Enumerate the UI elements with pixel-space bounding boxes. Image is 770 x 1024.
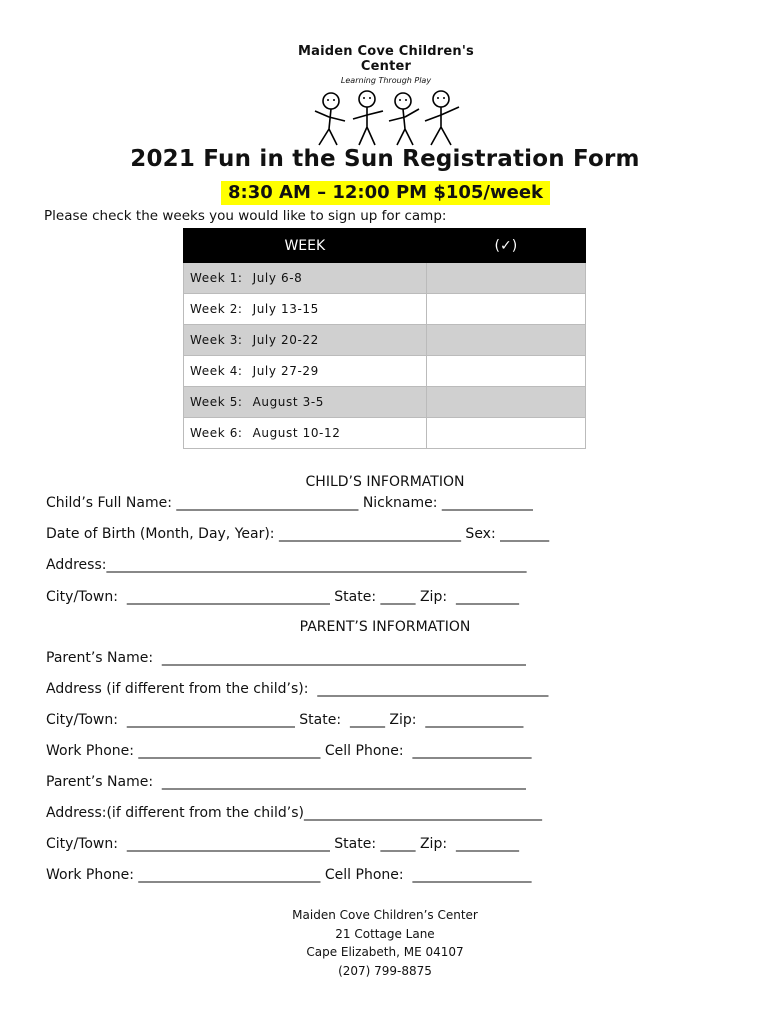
child-city-line[interactable]: City/Town: _____________________________ State: _____ Zip: _________ — [46, 589, 519, 605]
week-label — [184, 418, 427, 449]
table-row — [184, 418, 586, 449]
footer-address — [0, 906, 770, 980]
week-dates: August 10-12 — [252, 426, 341, 440]
week-dates: July 27-29 — [252, 364, 319, 378]
week-number: Week 2: — [190, 302, 243, 316]
parent-phone-line[interactable]: Work Phone: __________________________ Cell Phone: _________________ — [46, 743, 532, 759]
table-row — [184, 263, 586, 294]
instruction-text: Please check the weeks you would like to sign up for camp: — [44, 208, 447, 224]
week-checkbox-cell[interactable] — [426, 418, 585, 449]
week-number: Week 1: — [190, 271, 243, 285]
week-dates: July 13-15 — [252, 302, 319, 316]
child-name-line[interactable]: Child’s Full Name: __________________________ Nickname: _____________ — [46, 495, 533, 511]
week-dates: July 6-8 — [252, 271, 303, 285]
week-label — [184, 294, 427, 325]
footer-city: Cape Elizabeth, ME 04107 — [306, 945, 464, 959]
schedule-price: 8:30 AM – 12:00 PM $105/week — [221, 181, 550, 205]
parent-city-line[interactable]: City/Town: ________________________ State: _____ Zip: ______________ — [46, 712, 524, 728]
parent2-name-line[interactable]: Parent’s Name: ____________________________________________________ — [46, 774, 526, 790]
week-number: Week 6: — [190, 426, 243, 440]
week-number: Week 5: — [190, 395, 243, 409]
week-checkbox-cell[interactable] — [426, 356, 585, 387]
logo — [288, 44, 484, 138]
table-row — [184, 294, 586, 325]
week-label — [184, 263, 427, 294]
footer-phone: (207) 799-8875 — [338, 963, 432, 978]
week-column-header: WEEK — [184, 229, 427, 263]
week-label — [184, 387, 427, 418]
parent2-phone-line[interactable]: Work Phone: __________________________ Cell Phone: _________________ — [46, 867, 532, 883]
parent2-address-line[interactable]: Address:(if different from the child’s)__________________________________ — [46, 805, 543, 821]
footer-org-name: Maiden Cove Children’s Center — [292, 908, 478, 922]
child-dob-line[interactable]: Date of Birth (Month, Day, Year): __________________________ Sex: _______ — [46, 526, 550, 542]
footer-street: 21 Cottage Lane — [335, 926, 435, 941]
week-checkbox-cell[interactable] — [426, 263, 585, 294]
table-row — [184, 356, 586, 387]
week-checkbox-cell[interactable] — [426, 294, 585, 325]
week-dates: August 3-5 — [252, 395, 324, 409]
week-checkbox-cell[interactable] — [426, 325, 585, 356]
week-checkbox-cell[interactable] — [426, 387, 585, 418]
week-label — [184, 325, 427, 356]
week-number: Week 4: — [190, 364, 243, 378]
table-header-row — [184, 229, 586, 263]
parent-address-line[interactable]: Address (if different from the child’s): _________________________________ — [46, 681, 549, 697]
parent2-city-line[interactable]: City/Town: _____________________________ State: _____ Zip: _________ — [46, 836, 519, 852]
check-column-header: (✓) — [426, 229, 585, 263]
weeks-table — [183, 228, 586, 449]
children-playing-illustration — [301, 87, 471, 149]
table-row — [184, 325, 586, 356]
table-row — [184, 387, 586, 418]
child-info-heading: CHILD’S INFORMATION — [305, 474, 465, 490]
parent-info-heading: PARENT’S INFORMATION — [299, 619, 471, 635]
week-dates: July 20-22 — [252, 333, 319, 347]
logo-org-name: Maiden Cove Children's Center — [298, 44, 474, 74]
form-title: 2021 Fun in the Sun Registration Form — [130, 146, 640, 172]
week-label — [184, 356, 427, 387]
week-number: Week 3: — [190, 333, 243, 347]
child-address-line[interactable]: Address:____________________________________________________________ — [46, 557, 527, 573]
parent-name-line[interactable]: Parent’s Name: ____________________________________________________ — [46, 650, 526, 666]
logo-tagline: Learning Through Play — [340, 76, 432, 85]
